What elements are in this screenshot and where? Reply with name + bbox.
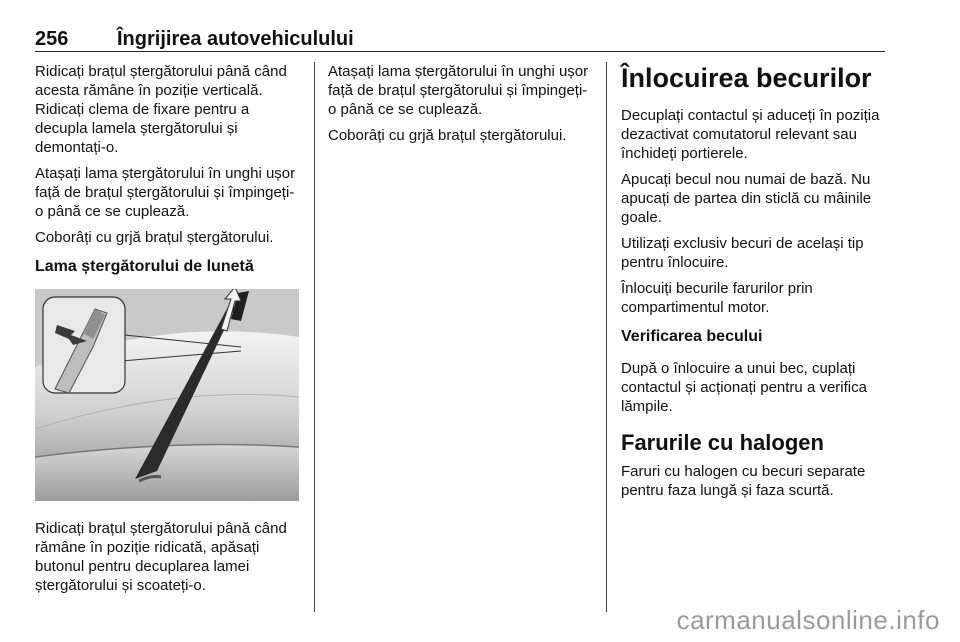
heading-bulb-replacement: Înlocuirea becurilor [621, 63, 872, 93]
paragraph-lower-arm: Coborâți cu grjă brațul ștergătorului. [35, 229, 274, 246]
page-number: 256 [35, 28, 69, 50]
subheading-bulb-check: Verificarea becului [621, 328, 763, 345]
page-header [35, 22, 885, 50]
paragraph-hold-bulb: Apucați becul nou numai de bază. Nu apucați de partea din sticlă cu mâinile goale. [621, 171, 872, 226]
running-title: Îngrijirea autovehiculului [117, 28, 354, 50]
paragraph-ignition-off: Decuplați contactul și aduceți în poziția dezactivat comutatorul relevant sau închideți portierele. [621, 107, 880, 162]
column-1 [35, 62, 301, 602]
column-divider-2 [606, 62, 607, 612]
subheading-rear-wiper: Lama ștergătorului de lunetă [35, 258, 254, 275]
paragraph-check-lamps: După o înlocuire a unui bec, cuplați contactul și acționați pentru a verifica lămpile. [621, 360, 867, 415]
paragraph-engine-compartment: Înlocuiți becurile farurilor prin compartimentul motor. [621, 280, 813, 316]
rear-wiper-illustration [35, 289, 299, 501]
column-3 [621, 62, 889, 507]
paragraph-attach-blade-rear: Atașați lama ștergătorului în unghi ușor față de brațul ștergătorului și împingeți-o până ce se cuplează. [328, 63, 589, 118]
paragraph-lower-arm-rear: Coborâți cu grjă brațul ștergătorului. [328, 127, 567, 144]
column-2 [328, 62, 594, 152]
heading-halogen-headlights: Farurile cu halogen [621, 430, 824, 455]
column-divider-1 [314, 62, 315, 612]
header-rule [35, 51, 885, 52]
paragraph-attach-blade: Atașați lama ștergătorului în unghi ușor față de brațul ștergătorului și împingeți-o până ce se cuplează. [35, 165, 296, 220]
paragraph-rear-release: Ridicați brațul ștergătorului până când rămâne în poziție ridicată, apăsați butonul pentru decuplarea lamei ștergătorului și scoateți-o. [35, 520, 287, 594]
paragraph-same-type: Utilizați exclusiv becuri de același tip pentru înlocuire. [621, 235, 864, 271]
watermark: carmanualsonline.info [676, 605, 940, 635]
paragraph-halogen-info: Faruri cu halogen cu becuri separate pentru faza lungă și faza scurtă. [621, 463, 866, 499]
paragraph-raise-arm: Ridicați brațul ștergătorului până când acesta rămâne în poziție verticală. Ridicați clema de fixare pentru a decupla lamela ștergătorului și demontați-o. [35, 63, 287, 156]
